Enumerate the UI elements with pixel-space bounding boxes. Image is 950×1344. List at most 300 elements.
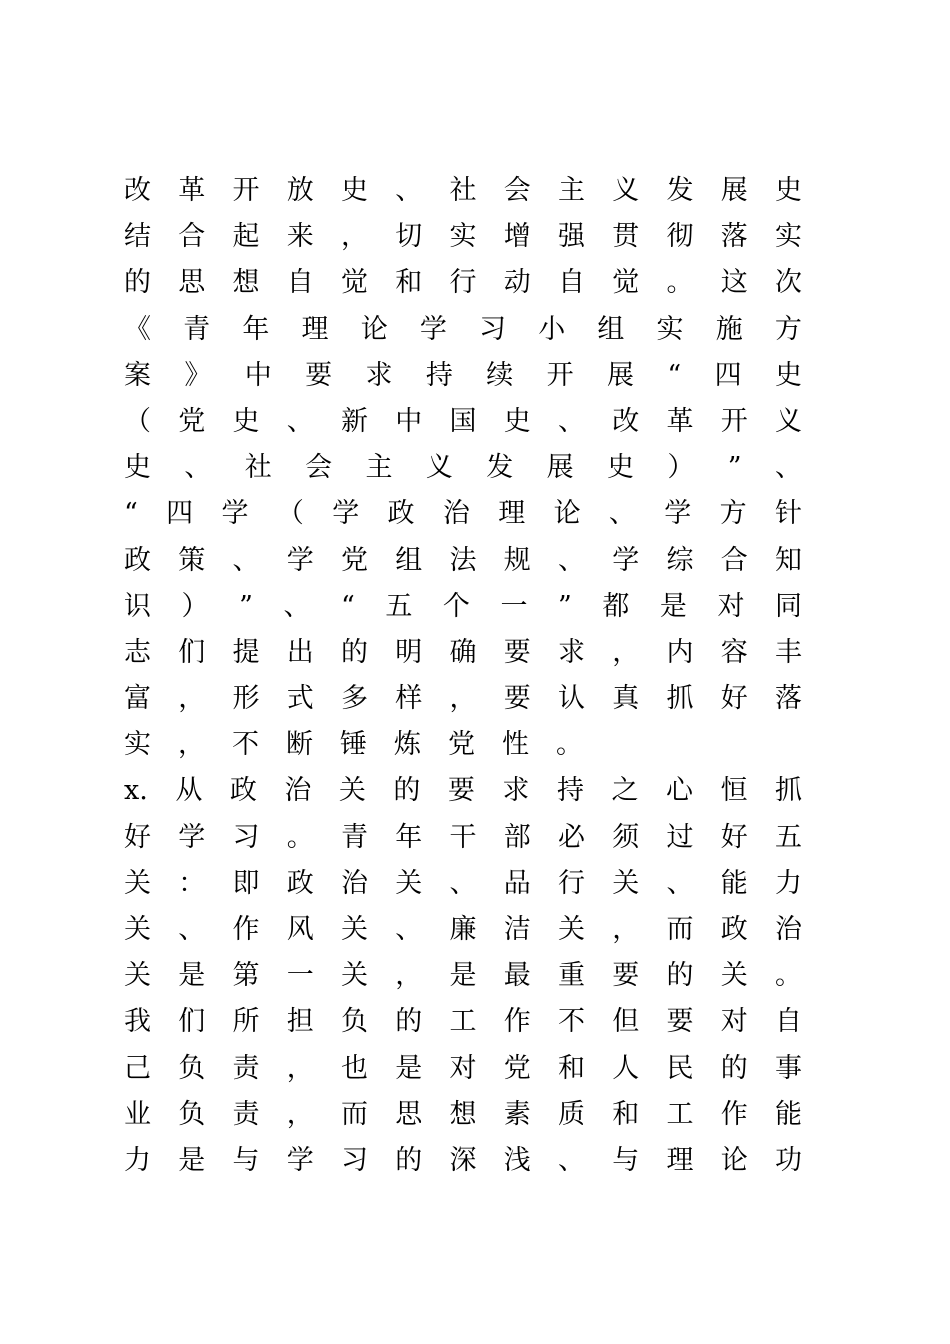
text-char: 关 <box>558 914 585 945</box>
text-line <box>124 584 802 630</box>
text-char: 论 <box>720 1144 748 1176</box>
text-char: 。 <box>286 821 314 853</box>
text-char: 新 <box>341 405 368 437</box>
text-char: 党 <box>448 729 475 761</box>
text-char: 。 <box>775 960 802 992</box>
text-char: 的 <box>341 636 368 668</box>
text-char: 抓 <box>666 683 694 715</box>
text-char: 知 <box>775 544 802 576</box>
text-char: 国 <box>449 405 477 437</box>
text-char: 想 <box>232 267 260 299</box>
text-char: ， <box>178 729 205 761</box>
text-char: 会 <box>503 175 531 206</box>
text-char: 断 <box>286 729 313 761</box>
text-char: 法 <box>449 544 477 576</box>
text-char: 确 <box>449 636 477 668</box>
text-char: 会 <box>305 452 333 484</box>
text-char: 能 <box>775 1098 802 1130</box>
text-char: 要 <box>503 636 531 668</box>
text-char: 和 <box>395 267 423 299</box>
text-char: 对 <box>449 1052 477 1084</box>
text-line <box>124 907 802 953</box>
text-char: 合 <box>720 544 748 576</box>
text-char: 要 <box>666 1006 694 1038</box>
text-char: 最 <box>503 960 531 992</box>
text-char: 义 <box>612 175 640 206</box>
text-char: 廉 <box>449 914 477 945</box>
text-char: ， <box>612 914 640 945</box>
text-char: 、 <box>286 405 314 437</box>
text-char: 真 <box>612 683 640 715</box>
text-char: 持 <box>425 359 453 391</box>
text-char: 学 <box>419 313 447 345</box>
text-char: 要 <box>503 683 531 715</box>
text-char: ） <box>181 590 209 622</box>
text-char: 一 <box>286 960 314 992</box>
text-char: 洁 <box>503 914 531 945</box>
text-char: 抓 <box>775 775 802 807</box>
text-char: 、 <box>395 175 423 206</box>
text-char: 组 <box>395 544 423 576</box>
text-char: 们 <box>178 636 206 668</box>
text-line <box>124 861 802 907</box>
text-char: 出 <box>286 636 314 668</box>
text-char: 开 <box>720 405 748 437</box>
text-char: 、 <box>558 405 585 437</box>
text-char: 四 <box>714 359 742 391</box>
text-char: 史 <box>341 175 368 206</box>
text-char: 但 <box>612 1006 640 1038</box>
text-char: 治 <box>341 867 368 899</box>
text-char: 党 <box>341 544 368 576</box>
text-char: ， <box>449 683 477 715</box>
text-char: 年 <box>395 821 423 853</box>
text-char: 党 <box>178 405 206 437</box>
text-char: 过 <box>666 821 694 853</box>
text-char: 五 <box>775 821 802 853</box>
text-char: 政 <box>124 544 151 576</box>
text-char: 方 <box>719 498 747 530</box>
text-char: 业 <box>124 1098 151 1130</box>
text-char: 浅 <box>503 1144 531 1176</box>
text-char: 》 <box>184 359 212 391</box>
text-char: 富 <box>124 683 151 715</box>
text-char: 增 <box>503 221 531 253</box>
text-char: 党 <box>503 1052 531 1084</box>
text-char: 贯 <box>612 221 640 253</box>
text-char: 要 <box>305 359 333 391</box>
text-char: 、 <box>774 452 802 484</box>
text-line <box>124 999 802 1045</box>
text-char: 义 <box>775 405 802 437</box>
text-char: 年 <box>242 313 270 345</box>
text-char: 自 <box>775 1006 802 1038</box>
text-char: ” <box>727 452 742 484</box>
text-char: 。 <box>556 729 583 761</box>
text-char: 干 <box>449 821 477 853</box>
text-char: 是 <box>178 1144 206 1176</box>
text-char: 这 <box>720 267 748 299</box>
text-char: 关 <box>720 960 748 992</box>
text-line <box>124 722 802 768</box>
text-char: 青 <box>183 313 211 345</box>
text-char: 和 <box>612 1098 640 1130</box>
text-char: ， <box>286 1052 314 1084</box>
text-char: 学 <box>286 544 314 576</box>
text-line <box>124 768 802 814</box>
text-line <box>124 538 802 584</box>
text-char: 理 <box>666 1144 694 1176</box>
text-char: 的 <box>395 1006 423 1038</box>
text-char: 人 <box>612 1052 640 1084</box>
text-char: 的 <box>395 1144 423 1176</box>
text-char: 求 <box>558 636 585 668</box>
text-char: 综 <box>666 544 694 576</box>
text-char: 主 <box>365 452 393 484</box>
text-char: 觉 <box>612 267 640 299</box>
text-char: 关 <box>395 867 423 899</box>
text-line <box>124 260 802 306</box>
text-char: 实 <box>656 313 684 345</box>
text-char: 学 <box>286 1144 314 1176</box>
text-char: 革 <box>178 175 206 206</box>
text-char: 针 <box>774 498 802 530</box>
text-char: 形 <box>232 683 260 715</box>
text-char: ， <box>286 1098 314 1130</box>
text-char: 理 <box>498 498 526 530</box>
text-char: 治 <box>442 498 470 530</box>
text-char: 质 <box>558 1098 585 1130</box>
text-char: 改 <box>124 175 151 206</box>
text-char: 我 <box>124 1006 151 1038</box>
text-char: 不 <box>558 1006 585 1038</box>
text-char: 和 <box>558 1052 585 1084</box>
text-char: 史 <box>774 359 802 391</box>
text-line <box>124 307 802 353</box>
text-char: 力 <box>124 1144 151 1176</box>
text-char: 之 <box>611 775 639 807</box>
text-char: 发 <box>486 452 514 484</box>
text-char: 对 <box>717 590 745 622</box>
text-line <box>124 1138 802 1184</box>
text-char: 式 <box>286 683 314 715</box>
text-char: 、 <box>395 914 423 945</box>
text-char: 能 <box>720 867 748 899</box>
text-char: 中 <box>244 359 272 391</box>
text-char: 政 <box>387 498 415 530</box>
text-char: 担 <box>286 1006 314 1038</box>
text-char: 政 <box>229 775 257 807</box>
text-char: 也 <box>341 1052 368 1084</box>
text-char: ” <box>558 590 572 622</box>
text-char: “ <box>124 498 138 530</box>
text-char: 的 <box>720 1052 748 1084</box>
text-char: 落 <box>775 683 802 715</box>
text-char: 论 <box>553 498 581 530</box>
text-char: x. <box>124 775 148 807</box>
text-char: 开 <box>232 175 260 206</box>
text-char: 史 <box>124 452 151 484</box>
text-char: 负 <box>178 1052 206 1084</box>
text-char: 觉 <box>341 267 368 299</box>
text-char: ， <box>612 636 640 668</box>
text-char: 思 <box>178 267 206 299</box>
text-char: 心 <box>665 775 693 807</box>
text-char: 要 <box>612 960 640 992</box>
text-char: 力 <box>775 867 802 899</box>
text-char: 史 <box>607 452 634 484</box>
text-char: ” <box>239 590 253 622</box>
text-char: 一 <box>500 590 528 622</box>
text-char: 社 <box>449 175 477 206</box>
text-char: 部 <box>503 821 531 853</box>
text-char: 负 <box>341 1006 368 1038</box>
text-char: 关 <box>338 775 366 807</box>
text-char: 思 <box>395 1098 423 1130</box>
text-char: 、 <box>558 1144 585 1176</box>
text-char: 必 <box>558 821 585 853</box>
text-char: 青 <box>341 821 368 853</box>
text-char: 习 <box>232 821 260 853</box>
text-char: “ <box>667 359 682 391</box>
text-char: 功 <box>775 1144 802 1176</box>
text-char: 所 <box>232 1006 260 1038</box>
text-char: 落 <box>720 221 748 253</box>
text-char: 次 <box>775 267 802 299</box>
text-char: 风 <box>286 914 314 945</box>
text-char: 是 <box>659 590 687 622</box>
text-line <box>124 630 802 676</box>
text-char: 理 <box>301 313 329 345</box>
text-char: 规 <box>503 544 531 576</box>
text-char: 与 <box>232 1144 260 1176</box>
text-char: 策 <box>178 544 206 576</box>
text-char: 们 <box>178 1006 206 1038</box>
text-char: 的 <box>393 775 421 807</box>
text-char: 、 <box>283 590 311 622</box>
text-char: （ <box>276 498 304 530</box>
text-char: 关 <box>341 914 368 945</box>
text-char: 事 <box>775 1052 802 1084</box>
text-char: 来 <box>286 221 314 253</box>
text-char: 持 <box>556 775 584 807</box>
text-char: 性 <box>502 729 529 761</box>
text-char: 同 <box>775 590 802 622</box>
text-char: 自 <box>286 267 314 299</box>
text-char: 、 <box>608 498 636 530</box>
text-char: 素 <box>503 1098 531 1130</box>
text-char: 是 <box>395 1052 423 1084</box>
text-char: 习 <box>341 1144 368 1176</box>
text-char: 施 <box>715 313 743 345</box>
text-char: 样 <box>395 683 423 715</box>
text-char: 明 <box>395 636 423 668</box>
text-char: 关 <box>124 960 151 992</box>
text-line <box>124 1046 802 1092</box>
text-char: 五 <box>385 590 413 622</box>
text-char: （ <box>124 405 151 437</box>
text-char: 中 <box>395 405 423 437</box>
text-line <box>124 491 802 537</box>
text-char: 识 <box>124 590 151 622</box>
text-line <box>124 214 802 260</box>
text-char: 工 <box>449 1006 477 1038</box>
text-char: 负 <box>178 1098 206 1130</box>
text-char: 自 <box>558 267 585 299</box>
text-char: 民 <box>666 1052 694 1084</box>
text-char: 责 <box>232 1052 260 1084</box>
text-char: 重 <box>558 960 585 992</box>
text-char: 想 <box>449 1098 477 1130</box>
text-char: 的 <box>124 267 151 299</box>
text-char: 即 <box>232 867 260 899</box>
text-char: 发 <box>666 175 694 206</box>
text-char: 动 <box>503 267 531 299</box>
text-char: 《 <box>124 313 151 345</box>
text-line <box>124 815 802 861</box>
text-char: 、 <box>184 452 212 484</box>
text-char: 品 <box>503 867 531 899</box>
text-char: 案 <box>124 359 151 391</box>
text-line <box>124 445 802 491</box>
text-char: 关 <box>612 867 640 899</box>
text-char: 工 <box>666 1098 694 1130</box>
text-char: 丰 <box>775 636 802 668</box>
text-char: 锤 <box>340 729 367 761</box>
text-char: 多 <box>341 683 368 715</box>
text-char: 学 <box>178 821 206 853</box>
text-char: 史 <box>503 405 531 437</box>
text-char: 提 <box>232 636 260 668</box>
text-char: 展 <box>720 175 748 206</box>
text-char: 而 <box>666 914 694 945</box>
text-char: 恒 <box>720 775 748 807</box>
text-char: 义 <box>425 452 453 484</box>
text-char: 学 <box>612 544 640 576</box>
text-char: 从 <box>175 775 203 807</box>
text-char: 作 <box>503 1006 531 1038</box>
text-char: 责 <box>232 1098 260 1130</box>
text-char: 实 <box>449 221 477 253</box>
text-char: 第 <box>232 960 260 992</box>
text-char: 革 <box>666 405 694 437</box>
text-char: ， <box>395 960 423 992</box>
text-char: 内 <box>666 636 694 668</box>
text-char: 、 <box>666 867 694 899</box>
text-char: 是 <box>449 960 477 992</box>
text-char: ， <box>341 221 368 253</box>
text-char: 都 <box>602 590 630 622</box>
text-char: 实 <box>124 729 151 761</box>
text-char: 治 <box>775 914 802 945</box>
text-line <box>124 168 802 214</box>
text-char: 史 <box>775 175 802 206</box>
text-char: 、 <box>178 914 206 945</box>
text-char: 起 <box>232 221 260 253</box>
text-line <box>124 399 802 445</box>
text-char: 社 <box>244 452 272 484</box>
text-char: 个 <box>442 590 470 622</box>
text-char: 求 <box>365 359 393 391</box>
text-char: 合 <box>178 221 206 253</box>
text-char: 实 <box>775 221 802 253</box>
text-char: 己 <box>124 1052 151 1084</box>
text-char: 求 <box>502 775 530 807</box>
text-char: 治 <box>284 775 312 807</box>
text-char: 方 <box>774 313 802 345</box>
text-char: 彻 <box>666 221 694 253</box>
text-char: 。 <box>666 267 694 299</box>
text-line <box>124 1092 802 1138</box>
text-char: 关 <box>124 867 151 899</box>
text-char: 须 <box>612 821 640 853</box>
text-char: 四 <box>166 498 194 530</box>
body-text <box>124 168 802 1184</box>
text-char: 志 <box>124 636 151 668</box>
text-char: 而 <box>341 1098 368 1130</box>
text-char: 、 <box>232 544 260 576</box>
text-char: ） <box>667 452 695 484</box>
text-char: 、 <box>449 867 477 899</box>
text-char: 小 <box>538 313 566 345</box>
text-char: 行 <box>449 267 477 299</box>
text-char: 的 <box>666 960 694 992</box>
text-char: 作 <box>232 914 260 945</box>
text-char: 开 <box>546 359 574 391</box>
text-char: 不 <box>232 729 259 761</box>
text-char: 强 <box>558 221 585 253</box>
text-char: 结 <box>124 221 151 253</box>
text-char: 、 <box>558 544 585 576</box>
text-char: 深 <box>449 1144 477 1176</box>
text-char: 学 <box>664 498 692 530</box>
text-char: 政 <box>720 914 748 945</box>
text-line <box>124 953 802 999</box>
text-char: 好 <box>720 683 748 715</box>
text-char: 认 <box>558 683 585 715</box>
text-char: 是 <box>178 960 206 992</box>
text-char: 展 <box>607 359 634 391</box>
text-char: 论 <box>360 313 388 345</box>
text-char: 展 <box>546 452 574 484</box>
text-char: 政 <box>286 867 314 899</box>
text-char: 组 <box>597 313 625 345</box>
text-char: 炼 <box>394 729 421 761</box>
text-char: 关 <box>124 914 151 945</box>
text-char: “ <box>341 590 355 622</box>
text-char: 与 <box>612 1144 640 1176</box>
text-line <box>124 676 802 722</box>
text-char: 好 <box>124 821 151 853</box>
text-char: ， <box>178 683 206 715</box>
text-char: 放 <box>286 175 314 206</box>
text-char: 对 <box>720 1006 748 1038</box>
text-char: 习 <box>479 313 507 345</box>
text-char: ： <box>178 867 206 899</box>
text-char: 作 <box>720 1098 748 1130</box>
text-char: 容 <box>720 636 748 668</box>
text-char: 主 <box>558 175 585 206</box>
text-char: 史 <box>232 405 260 437</box>
text-char: 行 <box>558 867 585 899</box>
text-char: 续 <box>486 359 514 391</box>
text-line <box>124 353 802 399</box>
text-char: 要 <box>447 775 475 807</box>
text-char: 学 <box>221 498 249 530</box>
text-char: 学 <box>332 498 360 530</box>
text-char: 切 <box>395 221 423 253</box>
text-char: 改 <box>612 405 640 437</box>
